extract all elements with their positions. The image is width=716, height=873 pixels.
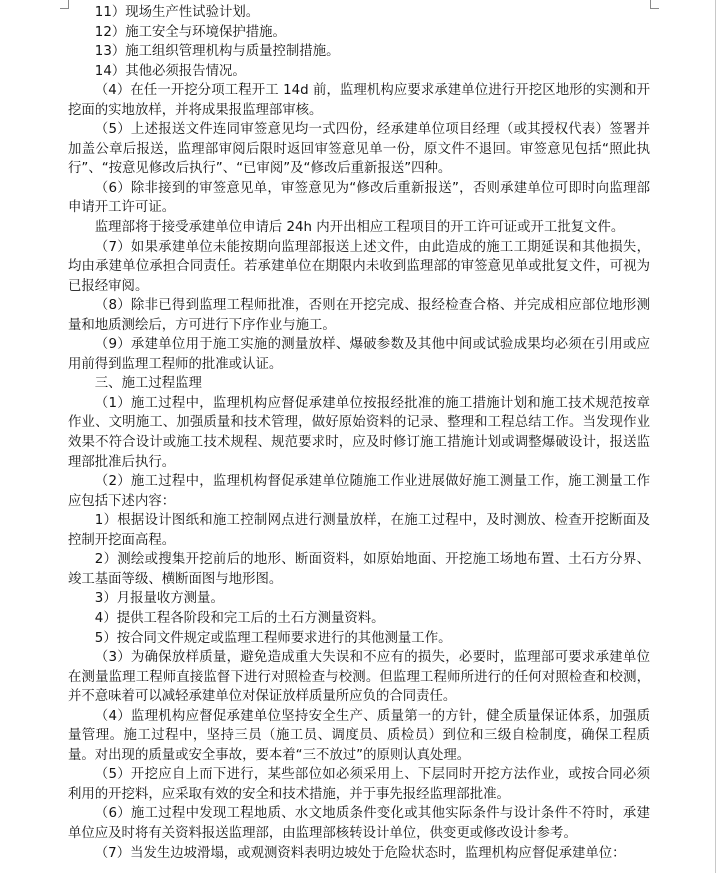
document-body [68, 3, 650, 863]
survey-item-1: 1）根据设计图纸和施工控制网点进行测量放样，在施工过程中，及时测放、检查开挖断面及控制开挖面高程。 [68, 513, 650, 548]
survey-item-4: 4）提供工程各阶段和完工后的土石方测量资料。 [94, 610, 385, 626]
section-heading: 三、施工过程监理 [94, 376, 202, 392]
item-13: 13）施工组织管理机构与质量控制措施。 [94, 44, 340, 60]
survey-item-3: 3）月报量收方测量。 [94, 591, 224, 607]
clause-4: （4）在任一开挖分项工程开工 14d 前，监理机构应要求承建单位进行开挖区地形的实测和开挖面的实地放样，并将成果报监理部审核。 [68, 83, 650, 118]
item-14: 14）其他必须报告情况。 [94, 63, 246, 79]
process-clause-7: （7）当发生边坡滑塌，或观测资料表明边坡处于危险状态时，监理机构应督促承建单位： [94, 845, 626, 861]
clause-9: （9）承建单位用于施工实施的测量放样、爆破参数及其他中间或试验成果均必须在引用或应用前得到监理工程师的批准或认证。 [68, 337, 650, 372]
process-clause-3: （3）为确保放样质量，避免造成重大失误和不应有的损失，必要时，监理部可要求承建单位在测量监理工程师直接监督下进行对照检查与校测。但监理工程师所进行的任何对照检查和校测，并不意味着可以减轻承建单位对保证放样质量所应负的合同责任。 [68, 650, 650, 705]
process-clause-2: （2）施工过程中，监理机构督促承建单位随施工作业进展做好施工测量工作，施工测量工作应包括下述内容： [68, 474, 650, 509]
item-12: 12）施工安全与环境保护措施。 [94, 24, 286, 40]
clause-7: （7）如果承建单位未能按期向监理部报送上述文件，由此造成的施工工期延误和其他损失，均由承建单位承担合同责任。若承建单位在期限内未收到监理部的审签意见单或批复文件，可视为已报经审阅。 [68, 239, 650, 294]
process-clause-1: （1）施工过程中，监理机构应督促承建单位按报经批准的施工措施计划和施工技术规范按章作业、文明施工、加强质量和技术管理，做好原始资料的记录、整理和工程总结工作。当发现作业效果不符合设计或施工技术规程、规范要求时，应及时修订施工措施计划或调整爆破设计，报送监理部批准后执行。 [68, 395, 650, 470]
process-clause-4: （4）监理机构应督促承建单位坚持安全生产、质量第一的方针，健全质量保证体系，加强质量管理。施工过程中，坚持三员（施工员、调度员、质检员）到位和三级自检制度，确保工程质量。对出现的质量或安全事故，要本着“三不放过”的原则认真处理。 [68, 708, 650, 763]
clause-5: （5）上述报送文件连同审签意见均一式四份，经承建单位项目经理（或其授权代表）签署并加盖公章后报送，监理部审阅后限时返回审签意见单一份，原文件不退回。审签意见包括“照此执行”、“按意见修改后执行”、“已审阅”及“修改后重新报送”四种。 [68, 122, 650, 177]
crop-mark-top-right [650, 0, 659, 9]
clause-6-note: 监理部将于接受承建单位申请后 24h 内开出相应工程项目的开工许可证或开工批复文件。 [94, 220, 625, 236]
survey-item-2: 2）测绘或搜集开挖前后的地形、断面资料，如原始地面、开挖施工场地布置、土石方分界、竣工基面等级、横断面图与地形图。 [68, 552, 650, 587]
survey-item-5: 5）按合同文件规定或监理工程师要求进行的其他测量工作。 [94, 630, 452, 646]
clause-8: （8）除非已得到监理工程师批准，否则在开挖完成、报经检查合格、并完成相应部位地形测量和地质测绘后，方可进行下序作业与施工。 [68, 298, 650, 333]
item-11: 11）现场生产性试验计划。 [94, 5, 260, 20]
process-clause-5: （5）开挖应自上而下进行，某些部位如必须采用上、下层同时开挖方法作业，或按合同必须利用的开挖料，应采取有效的安全和技术措施，并于事先报经监理部批准。 [68, 767, 650, 802]
clause-6: （6）除非接到的审签意见单，审签意见为“修改后重新报送”，否则承建单位可即时向监理部申请开工许可证。 [68, 180, 650, 216]
process-clause-6: （6）施工过程中发现工程地质、水文地质条件变化或其他实际条件与设计条件不符时，承建单位应及时将有关资料报送监理部，由监理部核转设计单位，供变更或修改设计参考。 [68, 806, 650, 841]
